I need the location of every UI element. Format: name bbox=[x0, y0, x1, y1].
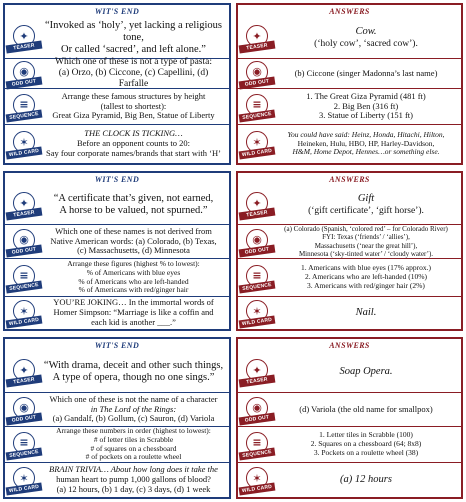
teaser-badge: ✦ TEASER bbox=[238, 18, 276, 58]
wildcard-answer-row: ✶ WILD CARD You could have said: Heinz, Honda, Hitachi, Hilton, Heineken, Hulu, HBO, HP, Harley-Davidson, H&M, Home Depot, Hennes…or something else. bbox=[238, 124, 461, 163]
teaser-badge: ✦ TEASER bbox=[5, 352, 43, 392]
teaser-badge: ✦ TEASER bbox=[5, 18, 43, 58]
card-header: ANSWERS bbox=[329, 175, 370, 184]
sequence-badge: ≡ SEQUENCE bbox=[5, 427, 43, 462]
oddout-badge: ◉ ODD OUT bbox=[5, 225, 43, 258]
teaser-row: ✦ TEASER “A certificate that’s given, not earned, A horse to be valued, not spurned.” bbox=[5, 186, 229, 224]
oddout-badge: ◉ ODD OUT bbox=[5, 59, 43, 88]
wild-icon: ✶ bbox=[13, 467, 35, 489]
eye-icon: ◉ bbox=[246, 61, 268, 83]
question-card-2 bbox=[3, 171, 231, 331]
steps-icon: ≡ bbox=[13, 265, 35, 287]
wild-icon: ✶ bbox=[13, 131, 35, 153]
card-header: WIT'S END bbox=[94, 175, 140, 184]
sequence-answer-row: ≡ SEQUENCE 1. Letter tiles in Scrabble (100) 2. Squares on a chessboard (64; 8x8) 3. Pockets on a roulette wheel (38) bbox=[238, 426, 461, 462]
sequence-badge: ≡ SEQUENCE bbox=[5, 259, 43, 296]
eye-icon: ◉ bbox=[13, 397, 35, 419]
brain-icon: ✦ bbox=[246, 359, 268, 381]
wildcard-badge: ✶ WILD CARD bbox=[5, 125, 43, 163]
wildcard-answer-row: ✶ WILD CARD (a) 12 hours bbox=[238, 462, 461, 497]
teaser-answer-row: ✦ TEASER Soap Opera. bbox=[238, 352, 461, 392]
steps-icon: ≡ bbox=[246, 432, 268, 454]
teaser-answer-row: ✦ TEASER Cow. (‘holy cow’, ‘sacred cow’). bbox=[238, 18, 461, 58]
wildcard-row: ✶ WILD CARD YOU’RE JOKING… In the immortal words of Homer Simpson: “Marriage is like a coffin and each kid is another ___.” bbox=[5, 296, 229, 329]
sequence-badge: ≡ SEQUENCE bbox=[238, 427, 276, 462]
eye-icon: ◉ bbox=[246, 229, 268, 251]
oddout-row: ◉ ODD OUT Which one of these names is not derived from Native American words: (a) Colorado, (b) Texas, (c) Massachusetts, (d) Minnesota bbox=[5, 224, 229, 258]
wildcard-badge: ✶ WILD CARD bbox=[238, 463, 276, 497]
brain-icon: ✦ bbox=[13, 25, 35, 47]
sequence-row: ≡ SEQUENCE Arrange these famous structures by height (tallest to shortest): Great Giza Pyramid, Big Ben, Statue of Liberty bbox=[5, 88, 229, 124]
oddout-badge: ◉ ODD OUT bbox=[238, 59, 276, 88]
card-header: ANSWERS bbox=[329, 341, 370, 350]
answer-card-2 bbox=[236, 171, 463, 331]
wildcard-badge: ✶ WILD CARD bbox=[238, 125, 276, 163]
brain-icon: ✦ bbox=[246, 25, 268, 47]
wild-icon: ✶ bbox=[246, 300, 268, 322]
oddout-answer-row: ◉ ODD OUT (d) Variola (the old name for smallpox) bbox=[238, 392, 461, 426]
eye-icon: ◉ bbox=[13, 61, 35, 83]
card-header: ANSWERS bbox=[329, 7, 370, 16]
wild-icon: ✶ bbox=[246, 131, 268, 153]
steps-icon: ≡ bbox=[13, 432, 35, 454]
steps-icon: ≡ bbox=[246, 265, 268, 287]
wildcard-answer-row: ✶ WILD CARD Nail. bbox=[238, 296, 461, 329]
sequence-answer-row: ≡ SEQUENCE 1. Americans with blue eyes (17% approx.) 2. Americans who are left-handed (10%) 3. Americans with red/ginger hair (2%) bbox=[238, 258, 461, 296]
wildcard-badge: ✶ WILD CARD bbox=[5, 463, 43, 497]
steps-icon: ≡ bbox=[13, 94, 35, 116]
brain-icon: ✦ bbox=[13, 359, 35, 381]
brain-icon: ✦ bbox=[246, 192, 268, 214]
oddout-badge: ◉ ODD OUT bbox=[238, 393, 276, 426]
oddout-row: ◉ ODD OUT Which one of these is not a type of pasta: (a) Orzo, (b) Ciccone, (c) Capellini, (d) Farfalle bbox=[5, 58, 229, 88]
wildcard-row: ✶ WILD CARD THE CLOCK IS TICKING… Before an opponent counts to 20: Say four corporate names/brands that start with ‘H’ bbox=[5, 124, 229, 163]
card-header: WIT'S END bbox=[94, 7, 140, 16]
oddout-badge: ◉ ODD OUT bbox=[5, 393, 43, 426]
answer-card-3 bbox=[236, 337, 463, 499]
eye-icon: ◉ bbox=[246, 397, 268, 419]
wildcard-row: ✶ WILD CARD BRAIN TRIVIA… About how long does it take the human heart to pump 1,000 gallons of blood? (a) 12 hours, (b) 1 day, (c) 3 days, (d) 1 week bbox=[5, 462, 229, 497]
steps-icon: ≡ bbox=[246, 94, 268, 116]
eye-icon: ◉ bbox=[13, 229, 35, 251]
teaser-row: ✦ TEASER “Invoked as ‘holy’, yet lacking a religious tone, Or called ‘sacred’, and left alone.” bbox=[5, 18, 229, 58]
sequence-badge: ≡ SEQUENCE bbox=[5, 89, 43, 124]
wildcard-badge: ✶ WILD CARD bbox=[5, 297, 43, 329]
teaser-badge: ✦ TEASER bbox=[5, 186, 43, 224]
card-header: WIT'S END bbox=[94, 341, 140, 350]
sequence-row: ≡ SEQUENCE Arrange these figures (highest % to lowest): % of Americans with blue eyes % of Americans who are left-handed % of Americans with red/ginger hair bbox=[5, 258, 229, 296]
question-card-1 bbox=[3, 3, 231, 165]
oddout-answer-row: ◉ ODD OUT (b) Ciccone (singer Madonna’s last name) bbox=[238, 58, 461, 88]
question-card-3 bbox=[3, 337, 231, 499]
wild-icon: ✶ bbox=[13, 300, 35, 322]
oddout-answer-row: ◉ ODD OUT (a) Colorado (Spanish, ‘colored red’ – for Colorado River) FYI: Texas (‘friends’ / ‘allies’), Massachusetts (‘near the great hill’), Minnesota (‘sky-tinted water’ / ‘cloudy water’). bbox=[238, 224, 461, 258]
wildcard-badge: ✶ WILD CARD bbox=[238, 297, 276, 329]
wild-icon: ✶ bbox=[246, 467, 268, 489]
sequence-row: ≡ SEQUENCE Arrange these numbers in order (highest to lowest): # of letter tiles in Scrabble # of squares on a chessboard # of pockets on a roulette wheel bbox=[5, 426, 229, 462]
teaser-answer-row: ✦ TEASER Gift (‘gift certificate’, ‘gift horse’). bbox=[238, 186, 461, 224]
answer-card-1 bbox=[236, 3, 463, 165]
brain-icon: ✦ bbox=[13, 192, 35, 214]
teaser-badge: ✦ TEASER bbox=[238, 186, 276, 224]
sequence-badge: ≡ SEQUENCE bbox=[238, 89, 276, 124]
teaser-badge: ✦ TEASER bbox=[238, 352, 276, 392]
sequence-badge: ≡ SEQUENCE bbox=[238, 259, 276, 296]
oddout-badge: ◉ ODD OUT bbox=[238, 225, 276, 258]
oddout-row: ◉ ODD OUT Which one of these is not the name of a character in The Lord of the Rings: (a) Gandalf, (b) Gollum, (c) Sauron, (d) Variola bbox=[5, 392, 229, 426]
sequence-answer-row: ≡ SEQUENCE 1. The Great Giza Pyramid (481 ft) 2. Big Ben (316 ft) 3. Statue of Liberty (151 ft) bbox=[238, 88, 461, 124]
teaser-row: ✦ TEASER “With drama, deceit and other such things, A type of opera, though no one sings.” bbox=[5, 352, 229, 392]
